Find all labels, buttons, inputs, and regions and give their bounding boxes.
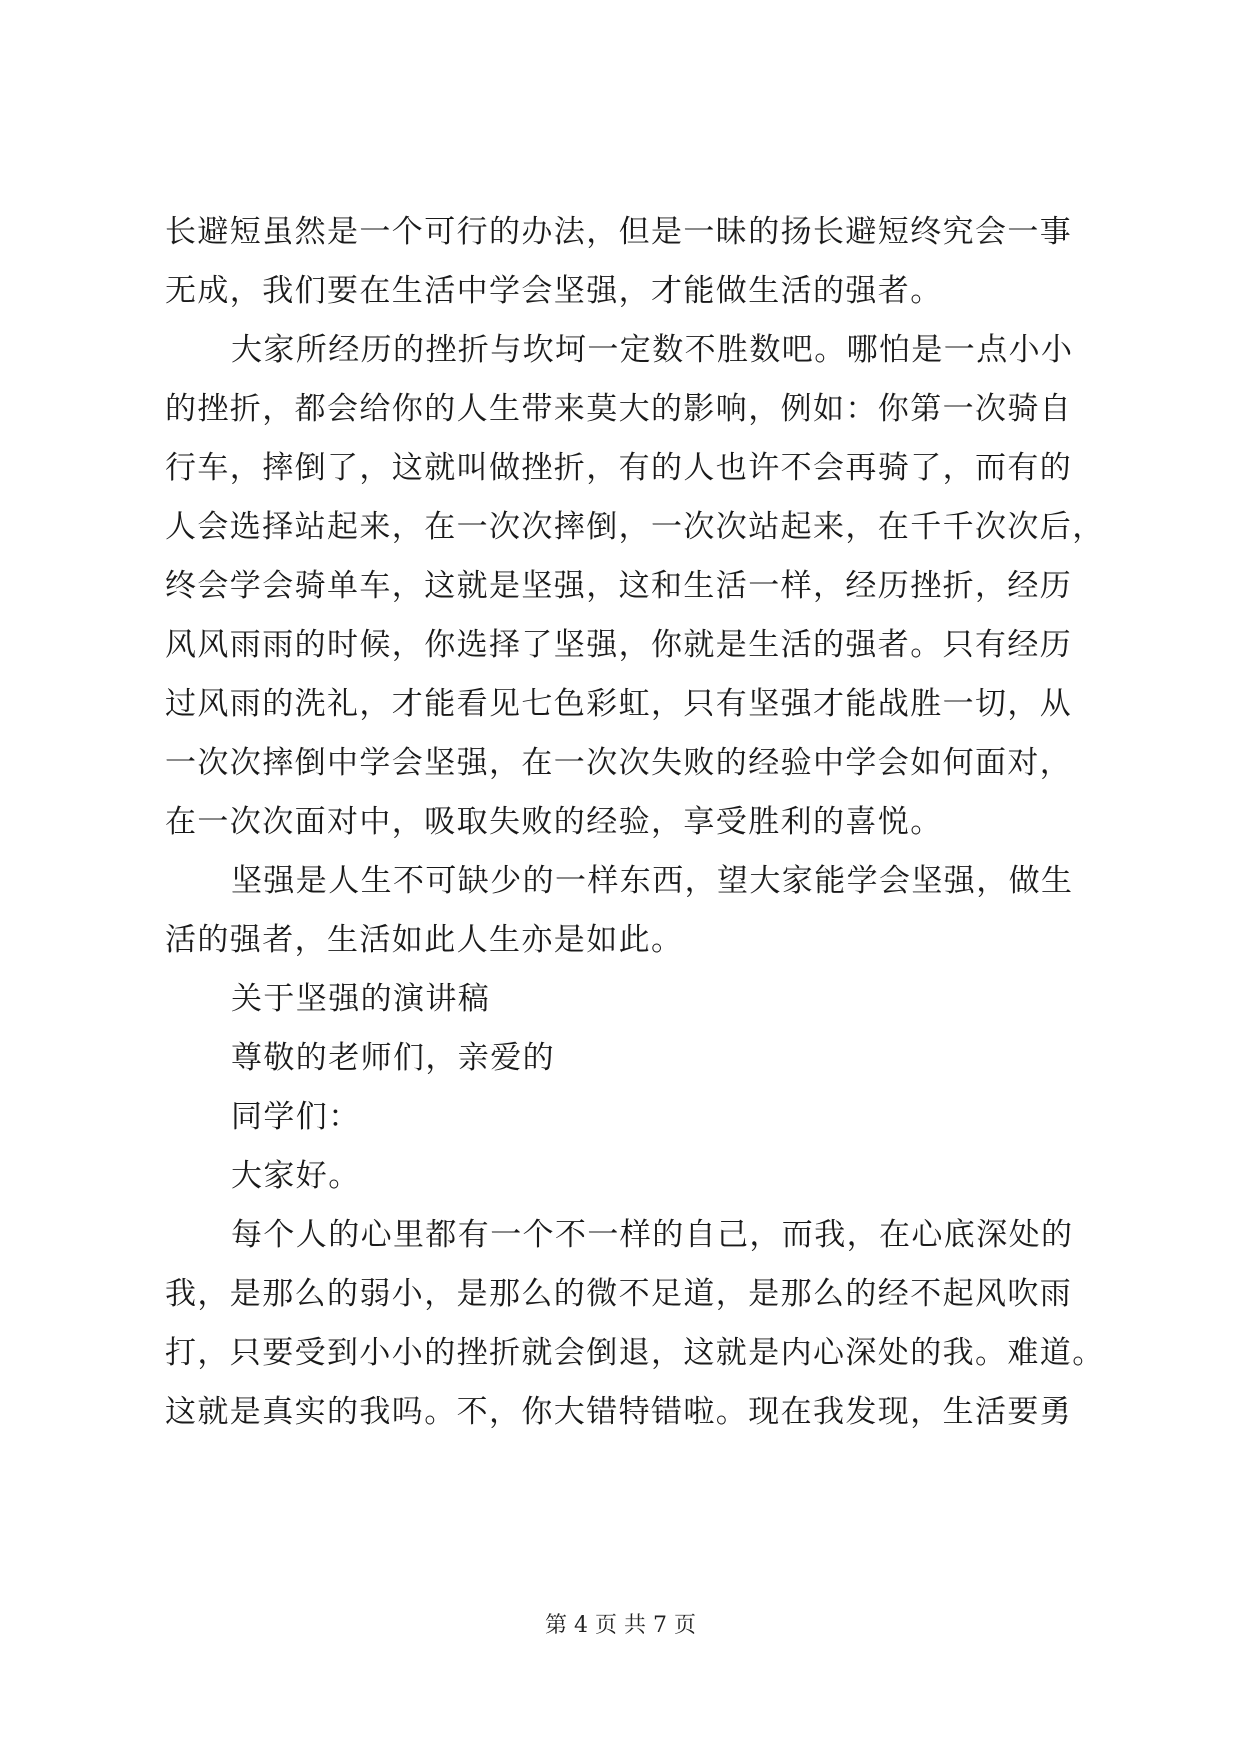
text-line: 过风雨的洗礼，才能看见七色彩虹，只有坚强才能战胜一切，从	[165, 686, 1073, 722]
text-line: 打，只要受到小小的挫折就会倒退，这就是内心深处的我。难道。	[165, 1335, 1105, 1371]
salutation-line: 同学们：	[231, 1099, 361, 1135]
text-line: 无成，我们要在生活中学会坚强，才能做生活的强者。	[165, 273, 943, 309]
text-line: 终会学会骑单车，这就是坚强，这和生活一样，经历挫折，经历	[165, 568, 1073, 604]
text-line: 的挫折，都会给你的人生带来莫大的影响，例如：你第一次骑自	[165, 391, 1073, 427]
text-line: 风风雨雨的时候，你选择了坚强，你就是生活的强者。只有经历	[165, 627, 1073, 663]
text-line: 一次次摔倒中学会坚强，在一次次失败的经验中学会如何面对，	[165, 745, 1073, 781]
paragraph-start: 大家所经历的挫折与坎坷一定数不胜数吧。哪怕是一点小小	[231, 332, 1074, 368]
greeting-line: 大家好。	[231, 1158, 361, 1194]
paragraph-start: 每个人的心里都有一个不一样的自己，而我，在心底深处的	[231, 1217, 1074, 1253]
speech-title: 关于坚强的演讲稿	[231, 981, 491, 1017]
page-footer: 第 4 页 共 7 页	[545, 1613, 696, 1638]
text-line: 在一次次面对中，吸取失败的经验，享受胜利的喜悦。	[165, 804, 943, 840]
paragraph-start: 坚强是人生不可缺少的一样东西，望大家能学会坚强，做生	[231, 863, 1074, 899]
text-line: 活的强者，生活如此人生亦是如此。	[165, 922, 684, 958]
salutation-line: 尊敬的老师们，亲爱的	[231, 1040, 555, 1076]
text-line: 我，是那么的弱小，是那么的微不足道，是那么的经不起风吹雨	[165, 1276, 1073, 1312]
text-line: 长避短虽然是一个可行的办法，但是一昧的扬长避短终究会一事	[165, 214, 1073, 250]
text-line: 人会选择站起来，在一次次摔倒，一次次站起来，在千千次次后，	[165, 509, 1105, 545]
text-line: 这就是真实的我吗。不，你大错特错啦。现在我发现，生活要勇	[165, 1394, 1073, 1430]
text-line: 行车，摔倒了，这就叫做挫折，有的人也许不会再骑了，而有的	[165, 450, 1073, 486]
